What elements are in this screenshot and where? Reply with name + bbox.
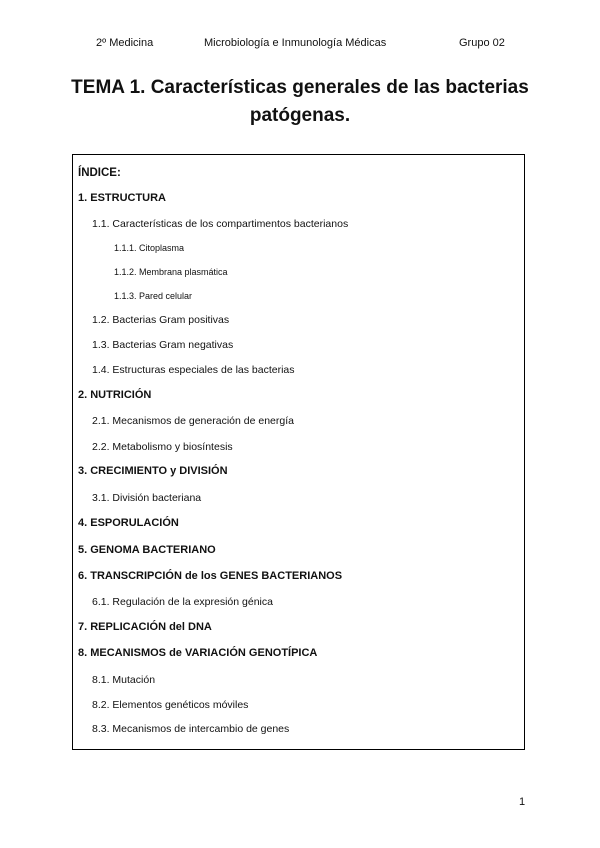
index-item: 1.1.3. Pared celular	[114, 291, 193, 301]
index-item: 6. TRANSCRIPCIÓN de los GENES BACTERIANOS	[78, 570, 343, 582]
page-header	[0, 37, 600, 53]
index-heading: ÍNDICE:	[78, 167, 121, 179]
index-box	[72, 154, 525, 750]
index-item: 4. ESPORULACIÓN	[78, 517, 179, 529]
document-title: TEMA 1. Características generales de las bacterias patógenas.	[71, 77, 529, 126]
index-item: 8.2. Elementos genéticos móviles	[92, 699, 249, 711]
index-item: 1.3. Bacterias Gram negativas	[92, 339, 234, 351]
page-number: 1	[519, 796, 526, 808]
index-item: 8.1. Mutación	[92, 674, 156, 686]
index-item: 3. CRECIMIENTO y DIVISIÓN	[78, 465, 228, 477]
index-item: 7. REPLICACIÓN del DNA	[78, 621, 212, 633]
index-item: 5. GENOMA BACTERIANO	[78, 544, 216, 556]
index-item: 1.1.2. Membrana plasmática	[114, 267, 228, 277]
index-item: 1. ESTRUCTURA	[78, 192, 167, 204]
index-item: 2. NUTRICIÓN	[78, 389, 152, 401]
index-item: 8.3. Mecanismos de intercambio de genes	[92, 723, 290, 735]
header-group: Grupo 02	[459, 37, 505, 49]
header-subject: Microbiología e Inmunología Médicas	[204, 37, 387, 49]
index-item: 1.1. Características de los compartimentos bacterianos	[92, 218, 349, 230]
index-item: 2.1. Mecanismos de generación de energía	[92, 415, 294, 427]
index-item: 6.1. Regulación de la expresión génica	[92, 596, 273, 608]
index-item: 1.1.1. Citoplasma	[114, 243, 185, 253]
index-item: 1.4. Estructuras especiales de las bacterias	[92, 364, 295, 376]
index-item: 8. MECANISMOS de VARIACIÓN GENOTÍPICA	[78, 647, 318, 659]
index-item: 3.1. División bacteriana	[92, 492, 202, 504]
index-item: 2.2. Metabolismo y biosíntesis	[92, 441, 233, 453]
index-item: 1.2. Bacterias Gram positivas	[92, 314, 230, 326]
header-course: 2º Medicina	[96, 37, 154, 49]
